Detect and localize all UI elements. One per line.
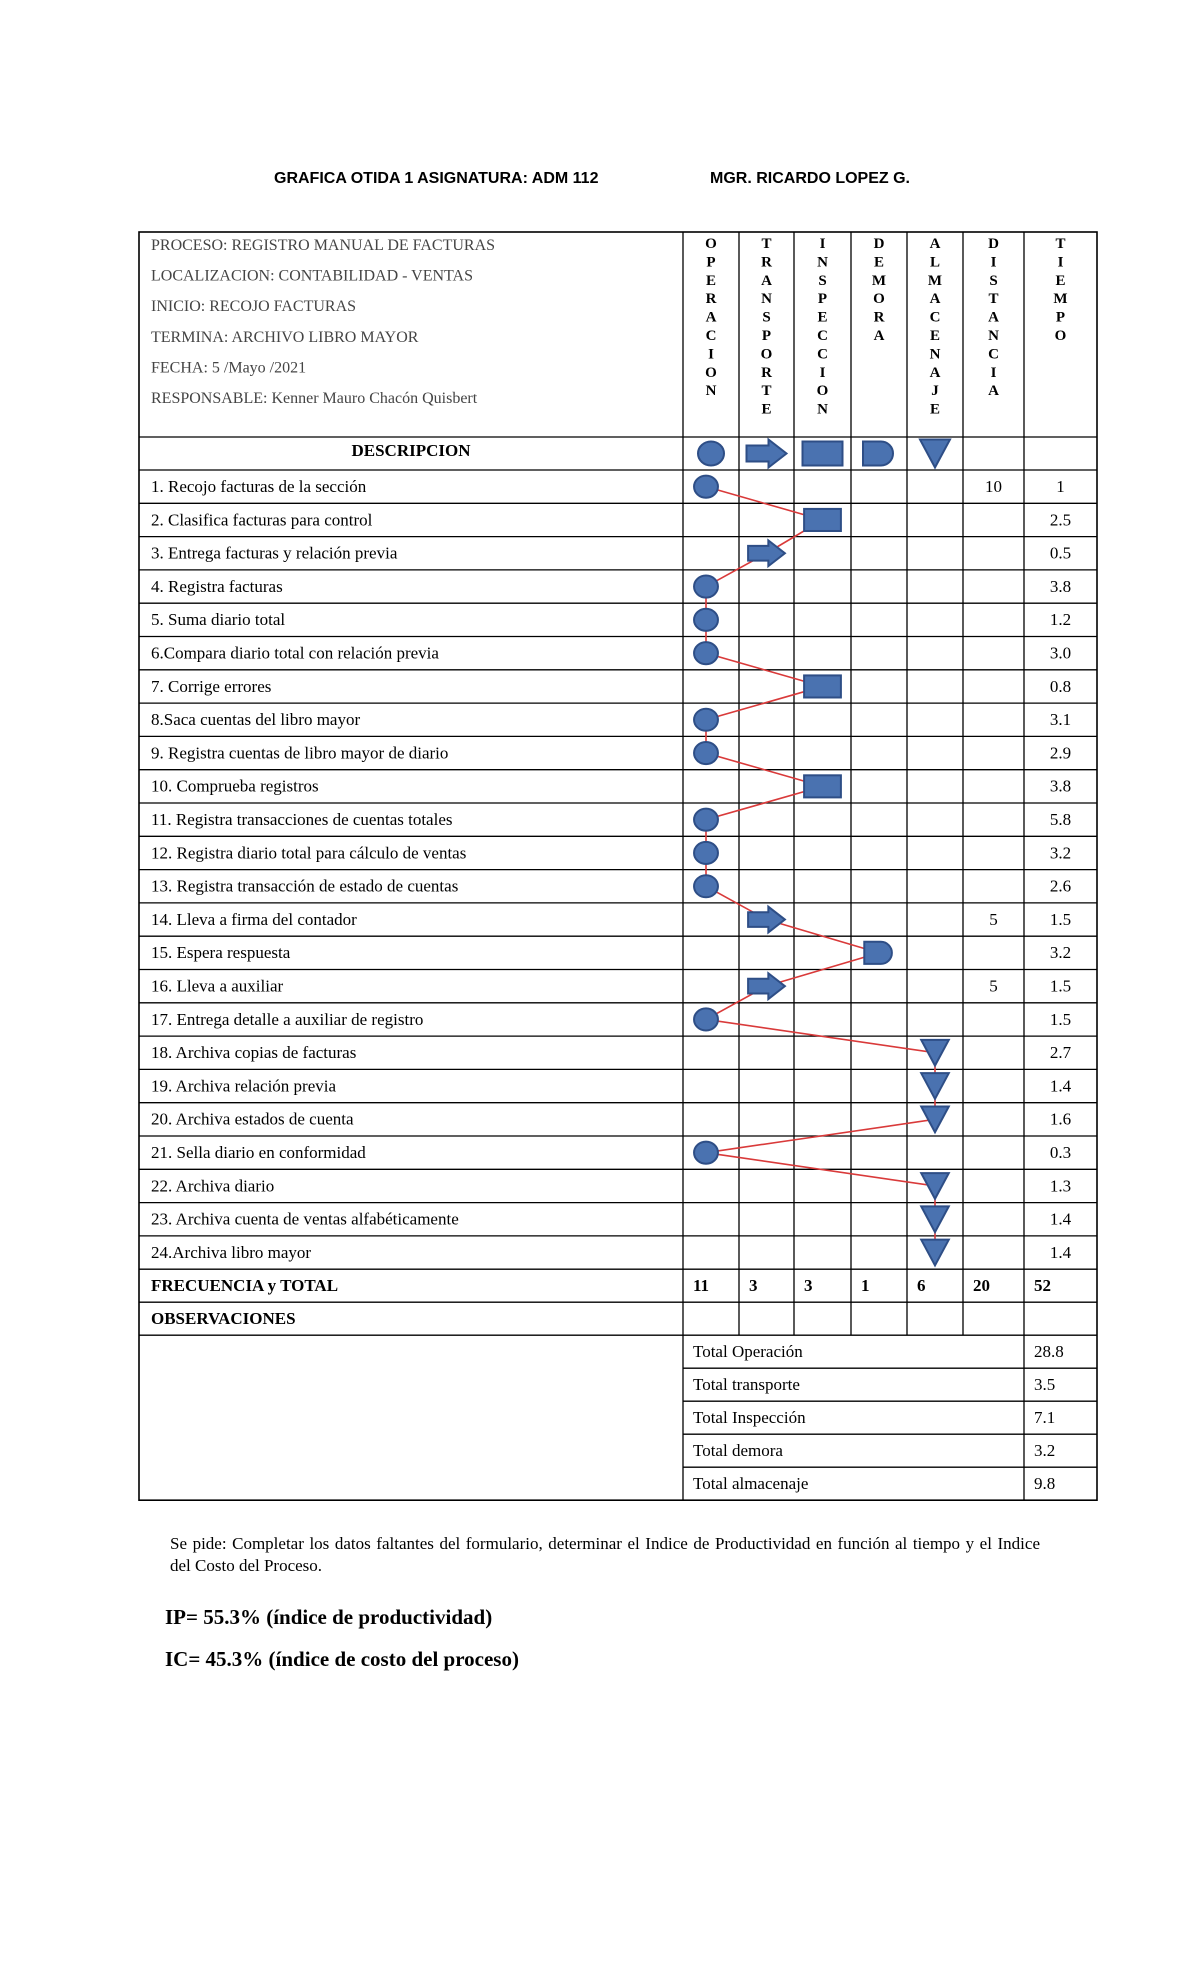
- totals-value: 11: [693, 1276, 710, 1296]
- summary-label: Total transporte: [693, 1375, 800, 1395]
- summary-value: 3.5: [1034, 1375, 1056, 1395]
- process-info-line: PROCESO: REGISTRO MANUAL DE FACTURAS: [151, 237, 496, 254]
- column-header-letter: D: [873, 236, 885, 252]
- column-header-letter: C: [929, 309, 941, 326]
- column-header-letter: O: [705, 236, 717, 252]
- inspection-square-icon: [804, 675, 841, 697]
- row-description: 7. Corrige errores: [151, 676, 272, 696]
- column-header-letter: E: [817, 309, 828, 326]
- column-header-letter: E: [929, 401, 941, 418]
- row-time: 0.8: [1049, 676, 1072, 696]
- column-header-letter: A: [988, 383, 999, 400]
- column-header-letter: M: [1053, 291, 1068, 308]
- row-time: 1.5: [1049, 976, 1072, 996]
- course-title: GRAFICA OTIDA 1 ASIGNATURA: ADM 112: [274, 170, 599, 187]
- row-time: 0.3: [1049, 1143, 1072, 1162]
- row-time: 5.8: [1049, 810, 1072, 829]
- column-header-letter: N: [817, 401, 828, 418]
- column-header-letter: O: [873, 291, 885, 308]
- transport-arrow-icon: [748, 973, 785, 999]
- column-header-letter: E: [1055, 272, 1066, 289]
- operation-circle-icon: [694, 875, 718, 897]
- column-header-letter: R: [705, 291, 717, 308]
- column-header-letter: O: [705, 364, 717, 381]
- column-header-letter: E: [929, 328, 941, 344]
- transport-arrow-icon: [748, 907, 785, 933]
- process-info-line: RESPONSABLE: Kenner Mauro Chacón Quisbert: [151, 390, 478, 407]
- row-description: 4. Registra facturas: [151, 576, 283, 596]
- column-header-letter: N: [988, 328, 999, 344]
- row-description: 17. Entrega detalle a auxiliar de registro: [151, 1009, 424, 1029]
- column-header-letter: I: [819, 364, 826, 381]
- column-header-letter: O: [1054, 328, 1067, 344]
- inspection-square-icon: [804, 509, 841, 531]
- row-description: 20. Archiva estados de cuenta: [151, 1109, 354, 1129]
- summary-label: Total Inspección: [693, 1408, 806, 1428]
- storage-triangle-icon: [921, 1240, 949, 1266]
- column-header-letter: T: [761, 383, 772, 400]
- summary-label: Total almacenaje: [693, 1474, 809, 1494]
- column-header-letter: T: [988, 291, 999, 308]
- column-header-letter: O: [760, 346, 773, 363]
- operation-circle-icon: [694, 709, 718, 731]
- row-time: 1.4: [1049, 1076, 1072, 1096]
- row-description: 8.Saca cuentas del libro mayor: [151, 710, 361, 730]
- row-description: 16. Lleva a auxiliar: [151, 976, 284, 996]
- column-header-letter: A: [761, 272, 772, 289]
- column-header-letter: R: [873, 309, 885, 326]
- totals-label: FRECUENCIA y TOTAL: [151, 1276, 339, 1296]
- totals-value: 1: [861, 1276, 870, 1296]
- row-time: 3.8: [1049, 776, 1072, 796]
- storage-triangle-icon: [921, 1106, 949, 1132]
- column-header-letter: E: [761, 401, 772, 418]
- column-header-letter: A: [705, 309, 717, 326]
- column-header-letter: D: [988, 236, 999, 252]
- column-header-letter: N: [761, 291, 772, 308]
- operation-circle-icon: [698, 442, 724, 466]
- column-header-letter: E: [873, 254, 885, 271]
- row-description: 24.Archiva libro mayor: [151, 1242, 312, 1262]
- row-description: 3. Entrega facturas y relación previa: [151, 543, 398, 563]
- storage-triangle-icon: [921, 1073, 949, 1099]
- process-info-line: LOCALIZACION: CONTABILIDAD - VENTAS: [151, 267, 473, 285]
- row-description: 19. Archiva relación previa: [151, 1076, 337, 1096]
- observations-label: OBSERVACIONES: [151, 1309, 296, 1329]
- row-description: 18. Archiva copias de facturas: [151, 1043, 357, 1063]
- transport-arrow-icon: [748, 540, 785, 566]
- row-description: 1. Recojo facturas de la sección: [151, 477, 367, 496]
- column-header-letter: N: [817, 254, 828, 271]
- operation-circle-icon: [694, 642, 718, 664]
- row-time: 1.6: [1049, 1109, 1072, 1129]
- row-time: 2.5: [1049, 510, 1072, 530]
- row-time: 2.6: [1049, 876, 1072, 896]
- row-time: 1.5: [1049, 1009, 1072, 1029]
- column-header-letter: E: [705, 272, 717, 289]
- summary-label: Total Operación: [693, 1342, 803, 1362]
- row-time: 3.8: [1049, 576, 1072, 596]
- column-header-letter: J: [931, 383, 939, 400]
- inspection-square-icon: [803, 442, 843, 466]
- column-header-letter: S: [762, 309, 771, 326]
- row-description: 10. Comprueba registros: [151, 776, 319, 796]
- column-header-letter: A: [929, 291, 941, 308]
- column-header-letter: P: [817, 291, 828, 308]
- row-distance: 5: [989, 976, 998, 996]
- storage-triangle-icon: [920, 440, 950, 468]
- column-header-letter: S: [989, 272, 998, 289]
- summary-value: 7.1: [1034, 1408, 1056, 1428]
- column-header-letter: I: [819, 236, 826, 252]
- column-header-letter: I: [1057, 254, 1064, 271]
- operation-circle-icon: [694, 476, 718, 498]
- row-description: 15. Espera respuesta: [151, 943, 291, 963]
- column-header-letter: A: [873, 328, 885, 344]
- totals-value: 52: [1034, 1276, 1051, 1296]
- productivity-index: IP= 55.3% (índice de productividad): [165, 1605, 493, 1629]
- column-header-letter: R: [761, 254, 772, 271]
- row-description: 9. Registra cuentas de libro mayor de diario: [151, 743, 449, 763]
- process-info-line: TERMINA: ARCHIVO LIBRO MAYOR: [151, 328, 419, 346]
- row-description: 11. Registra transacciones de cuentas totales: [151, 810, 453, 829]
- column-header-letter: S: [818, 272, 827, 289]
- row-time: 0.5: [1049, 543, 1072, 563]
- column-header-letter: A: [929, 236, 941, 252]
- row-time: 3.2: [1049, 843, 1072, 863]
- row-distance: 5: [989, 909, 998, 929]
- column-header-letter: C: [705, 328, 717, 344]
- row-description: 12. Registra diario total para cálculo de ventas: [151, 843, 467, 863]
- row-time: 3.1: [1049, 710, 1072, 730]
- totals-value: 3: [804, 1276, 813, 1296]
- column-header-letter: R: [761, 364, 772, 381]
- storage-triangle-icon: [921, 1173, 949, 1199]
- row-time: 2.9: [1049, 743, 1072, 763]
- row-time: 1: [1056, 477, 1065, 496]
- totals-value: 3: [749, 1276, 758, 1296]
- column-header-letter: N: [929, 346, 941, 363]
- operation-circle-icon: [694, 1008, 718, 1030]
- assignment-instructions: Se pide: Completar los datos faltantes del formulario, determinar el Indice de Productividad en función al tiempo y el Indice del Costo del Proceso.: [170, 1534, 1040, 1575]
- row-description: 5. Suma diario total: [151, 610, 286, 630]
- row-time: 1.4: [1049, 1242, 1072, 1262]
- row-time: 1.2: [1049, 610, 1072, 630]
- column-header-letter: O: [816, 383, 829, 400]
- row-time: 3.0: [1049, 643, 1072, 663]
- description-header: DESCRIPCION: [351, 441, 471, 460]
- row-description: 21. Sella diario en conformidad: [151, 1143, 366, 1162]
- column-header-letter: P: [1055, 309, 1066, 326]
- row-description: 13. Registra transacción de estado de cuentas: [151, 876, 459, 896]
- row-time: 1.3: [1049, 1176, 1072, 1196]
- operation-circle-icon: [694, 842, 718, 864]
- row-description: 6.Compara diario total con relación previa: [151, 643, 439, 663]
- column-header-letter: P: [761, 328, 772, 344]
- column-header-letter: I: [708, 346, 714, 363]
- column-header-letter: C: [988, 346, 999, 363]
- column-header-letter: A: [929, 364, 941, 381]
- summary-value: 9.8: [1034, 1474, 1056, 1494]
- column-header-letter: M: [927, 272, 943, 289]
- transport-arrow-icon: [747, 440, 787, 468]
- row-time: 1.4: [1049, 1209, 1072, 1229]
- operation-circle-icon: [694, 609, 718, 631]
- operation-circle-icon: [694, 809, 718, 831]
- column-header-letter: I: [990, 254, 997, 271]
- column-header-letter: N: [705, 383, 717, 400]
- column-header-letter: L: [929, 254, 941, 271]
- row-description: 14. Lleva a firma del contador: [151, 909, 357, 929]
- column-header-letter: I: [990, 364, 997, 381]
- column-header-letter: A: [988, 309, 999, 326]
- column-header-letter: C: [817, 328, 828, 344]
- teacher-name: MGR. RICARDO LOPEZ G.: [710, 170, 910, 187]
- row-description: 22. Archiva diario: [151, 1176, 275, 1196]
- inspection-square-icon: [804, 775, 841, 797]
- column-header-letter: T: [761, 236, 772, 252]
- cost-index: IC= 45.3% (índice de costo del proceso): [165, 1647, 519, 1671]
- row-description: 2. Clasifica facturas para control: [151, 510, 373, 530]
- column-header-letter: M: [871, 272, 887, 289]
- column-header-letter: T: [1055, 236, 1066, 252]
- storage-triangle-icon: [921, 1206, 949, 1232]
- operation-circle-icon: [694, 576, 718, 598]
- delay-d-icon: [864, 942, 892, 964]
- row-time: 3.2: [1049, 943, 1072, 963]
- operation-circle-icon: [694, 1142, 718, 1164]
- summary-value: 28.8: [1034, 1342, 1064, 1362]
- delay-d-icon: [863, 442, 893, 466]
- storage-triangle-icon: [921, 1040, 949, 1066]
- row-time: 2.7: [1049, 1043, 1072, 1063]
- operation-circle-icon: [694, 742, 718, 764]
- summary-label: Total demora: [693, 1441, 783, 1461]
- summary-value: 3.2: [1034, 1441, 1056, 1461]
- totals-value: 6: [917, 1276, 926, 1296]
- column-header-letter: C: [817, 346, 828, 363]
- row-time: 1.5: [1049, 909, 1072, 929]
- row-description: 23. Archiva cuenta de ventas alfabéticamente: [151, 1209, 459, 1229]
- row-distance: 10: [985, 477, 1002, 496]
- column-header-letter: P: [706, 254, 716, 271]
- totals-value: 20: [973, 1276, 990, 1296]
- process-info-line: FECHA: 5 /Mayo /2021: [151, 359, 307, 377]
- process-info-line: INICIO: RECOJO FACTURAS: [151, 298, 357, 316]
